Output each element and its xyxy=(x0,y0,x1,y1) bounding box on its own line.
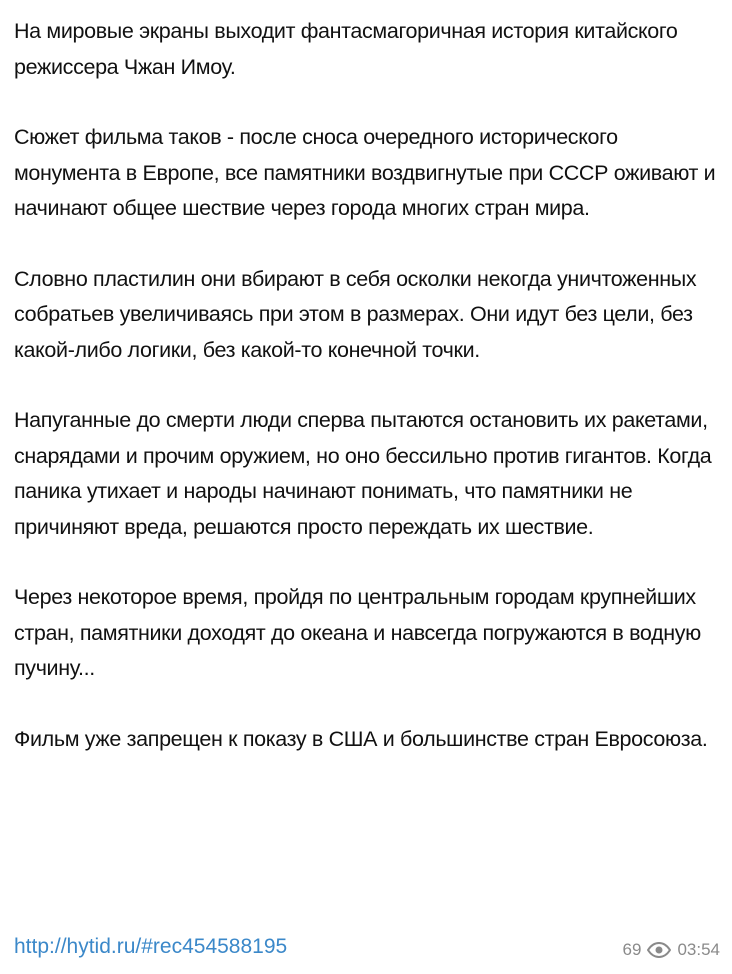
message-paragraph-3: Словно пластилин они вбирают в себя осколки некогда уничтоженных собратьев увеличиваясь при этом в размерах. Они идут без цели, без какой-либо логики, без какой-то конечной точки. xyxy=(14,266,697,362)
message-link[interactable]: http://hytid.ru/#rec454588195 xyxy=(14,935,288,958)
message-paragraph-6: Фильм уже запрещен к показу в США и большинстве стран Евросоюза. xyxy=(14,726,708,751)
message-paragraph-5: Через некоторое время, пройдя по центральным городам крупнейших стран, памятники доходят до океана и навсегда погружаются в водную пучину... xyxy=(14,585,701,680)
message-paragraph-2: Сюжет фильма таков - после сноса очередного исторического монумента в Европе, все памятники воздвигнутые при СССР оживают и начинают общее шествие через города многих стран мира. xyxy=(14,125,716,220)
eye-icon xyxy=(647,942,671,958)
message-time: 03:54 xyxy=(677,940,720,959)
message-paragraph-1: На мировые экраны выходит фантасмагоричная история китайского режиссера Чжан Имоу. xyxy=(14,19,678,79)
link-row xyxy=(14,932,287,962)
message-paragraph-4: Напуганные до смерти люди сперва пытаются остановить их ракетами, снарядами и прочим оружием, но оно бессильно против гигантов. Когда паника утихает и народы начинают понимать, что памятники не причиняют вреда, решаются просто переждать их шествие. xyxy=(14,408,712,539)
view-count: 69 xyxy=(622,940,642,959)
message-meta xyxy=(623,940,720,960)
